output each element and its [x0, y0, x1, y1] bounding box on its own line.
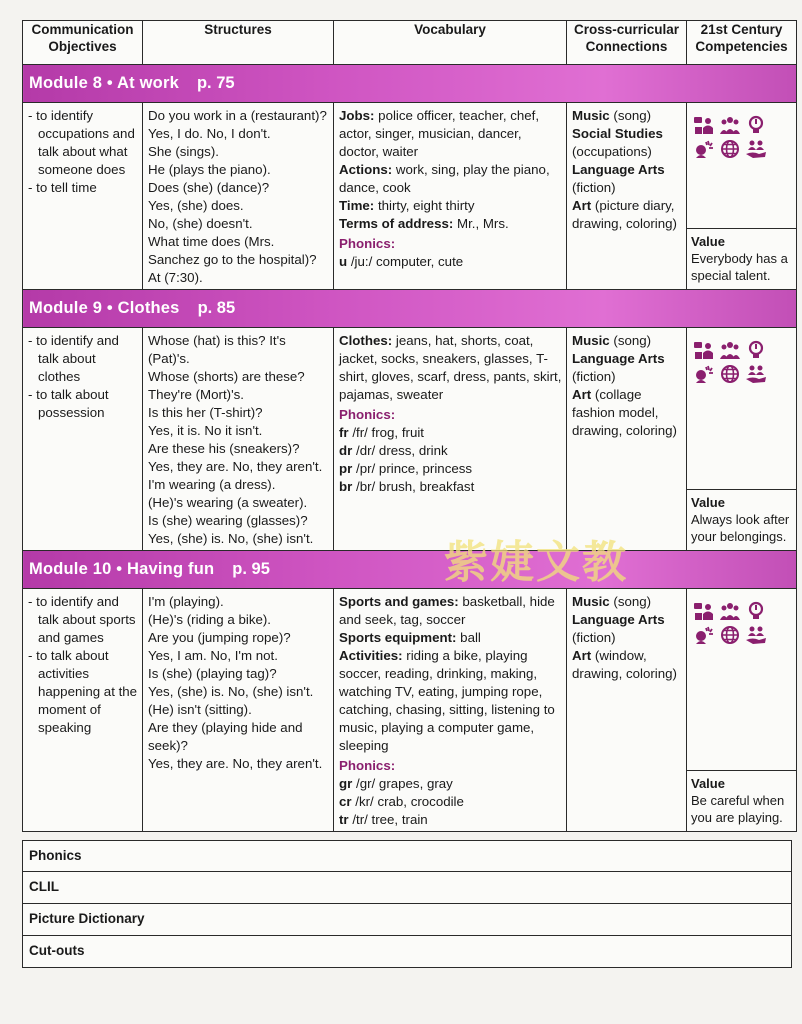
- objectives-cell: [23, 328, 143, 551]
- cross-label: Music: [572, 333, 610, 348]
- cross-label: Art: [572, 648, 592, 663]
- cross-entry: [572, 332, 682, 350]
- structure-line: Are you (jumping rope)?: [148, 630, 291, 645]
- structure-line: Does (she) (dance)?: [148, 180, 270, 195]
- cross-text: (collage fashion model, drawing, coloring): [572, 387, 677, 438]
- vocab-label: Activities:: [339, 648, 403, 663]
- vocab-entry: [339, 197, 562, 215]
- teacher-icon: [693, 601, 715, 621]
- structure-line: They're (Mort)'s.: [148, 387, 244, 402]
- module-title: Module 10 • Having fun: [29, 560, 215, 578]
- section-phonics: Phonics: [22, 840, 792, 872]
- value-title: Value: [691, 495, 725, 510]
- cross-entry: [572, 125, 682, 161]
- competency-icons: [687, 103, 796, 159]
- cross-text: (song): [613, 108, 652, 123]
- header-competencies: 21st Century Competencies: [687, 21, 797, 65]
- phonics-text: /pr/ prince, princess: [356, 461, 473, 476]
- value-title: Value: [691, 234, 725, 249]
- group-icon: [719, 340, 741, 360]
- structure-line: Whose (hat) is this? It's (Pat)'s.: [148, 333, 286, 366]
- creative-icon: [693, 625, 715, 645]
- phonics-heading: Phonics:: [339, 407, 396, 422]
- structure-line: He (plays the piano).: [148, 162, 271, 177]
- cross-text: (song): [613, 594, 652, 609]
- header-row: [23, 21, 797, 65]
- objective-item: - to identify occupations and talk about what someone does: [28, 107, 138, 179]
- structure-line: (He)'s wearing (a sweater).: [148, 495, 308, 510]
- cross-text: (fiction): [572, 630, 616, 645]
- phonics-heading: Phonics:: [339, 758, 396, 773]
- header-vocabulary: Vocabulary: [334, 21, 567, 65]
- cross-label: Social Studies: [572, 126, 663, 141]
- vocab-label: Sports equipment:: [339, 630, 457, 645]
- phonics-label: dr: [339, 443, 353, 458]
- teacher-icon: [693, 115, 715, 135]
- vocab-label: Time:: [339, 198, 375, 213]
- value-box: [687, 770, 796, 830]
- structure-line: At (7:30).: [148, 270, 203, 285]
- idea-icon: [745, 115, 767, 135]
- structure-line: Yes, they are. No, they aren't.: [148, 756, 323, 771]
- structures-cell: [143, 589, 334, 832]
- section-picture-dictionary: Picture Dictionary: [22, 904, 792, 936]
- phonics-text: /tr/ tree, train: [352, 812, 428, 827]
- cross-label: Music: [572, 108, 610, 123]
- phonics-label: u: [339, 254, 348, 269]
- cross-entry: [572, 593, 682, 611]
- structure-line: What time does (Mrs. Sanchez go to the hospital)?: [148, 234, 317, 267]
- phonics-entry: [339, 442, 562, 460]
- group-icon: [719, 115, 741, 135]
- care-icon: [745, 625, 767, 645]
- module-header-row: [23, 65, 797, 103]
- vocab-text: work, sing, play the piano, dance, cook: [339, 162, 550, 195]
- phonics-entry: [339, 460, 562, 478]
- vocabulary-cell: [334, 328, 567, 551]
- structure-line: Is (she) (playing tag)?: [148, 666, 277, 681]
- objective-item: - to identify and talk about clothes: [28, 332, 138, 386]
- structures-cell: [143, 103, 334, 290]
- vocabulary-cell: [334, 589, 567, 832]
- structure-line: Is this her (T-shirt)?: [148, 405, 263, 420]
- competency-icons: [687, 328, 796, 384]
- phonics-entry: [339, 253, 562, 271]
- structure-line: I'm (playing).: [148, 594, 224, 609]
- phonics-text: /gr/ grapes, gray: [356, 776, 453, 791]
- structure-line: Yes, it is. No it isn't.: [148, 423, 263, 438]
- phonics-entry: [339, 811, 562, 829]
- bottom-sections: [22, 840, 792, 968]
- cross-entry: [572, 107, 682, 125]
- phonics-label: fr: [339, 425, 349, 440]
- cross-text: (fiction): [572, 369, 616, 384]
- cross-text: (song): [613, 333, 652, 348]
- cross-label: Language Arts: [572, 612, 665, 627]
- cross-label: Art: [572, 198, 592, 213]
- vocab-label: Terms of address:: [339, 216, 454, 231]
- vocab-text: jeans, hat, shorts, coat, jacket, socks, sneakers, glasses, T-shirt, gloves, scarf, dress, pants, skirt, pajamas, sweater: [339, 333, 562, 402]
- phonics-text: /fr/ frog, fruit: [352, 425, 424, 440]
- structure-line: No, (she) doesn't.: [148, 216, 253, 231]
- structure-line: (He)'s (riding a bike).: [148, 612, 271, 627]
- vocab-label: Clothes:: [339, 333, 393, 348]
- cross-entry: [572, 386, 682, 440]
- creative-icon: [693, 364, 715, 384]
- objectives-list: [28, 107, 138, 197]
- phonics-entry: [339, 793, 562, 811]
- value-box: [687, 228, 796, 288]
- competencies-wrap: [687, 328, 796, 549]
- care-icon: [745, 139, 767, 159]
- value-text: Everybody has a special talent.: [691, 251, 788, 283]
- vocab-label: Jobs:: [339, 108, 375, 123]
- teacher-icon: [693, 340, 715, 360]
- module-page: p. 95: [232, 560, 270, 578]
- module-header: [23, 290, 797, 328]
- section-cut-outs: Cut-outs: [22, 936, 792, 968]
- structure-line: Yes, they are. No, they aren't.: [148, 459, 323, 474]
- vocab-entry: [339, 215, 562, 233]
- vocab-label: Actions:: [339, 162, 393, 177]
- phonics-entry: [339, 478, 562, 496]
- competencies-wrap: [687, 589, 796, 830]
- vocab-entry: [339, 332, 562, 404]
- cross-curricular-cell: [567, 589, 687, 832]
- module-header-row: [23, 551, 797, 589]
- competencies-cell: [687, 328, 797, 551]
- structure-line: Yes, (she) does.: [148, 198, 244, 213]
- cross-label: Music: [572, 594, 610, 609]
- structure-line: Yes, (she) is. No, (she) isn't.: [148, 684, 314, 699]
- idea-icon: [745, 340, 767, 360]
- structure-line: Yes, I am. No, I'm not.: [148, 648, 278, 663]
- objective-item: - to talk about possession: [28, 386, 138, 422]
- structure-line: Are they (playing hide and seek)?: [148, 720, 303, 753]
- vocab-entry: [339, 647, 562, 755]
- cross-text: (fiction): [572, 180, 616, 195]
- value-box: [687, 489, 796, 549]
- module-body-row: [23, 328, 797, 551]
- value-text: Always look after your belongings.: [691, 512, 790, 544]
- competencies-wrap: [687, 103, 796, 288]
- phonics-entry: [339, 424, 562, 442]
- header-objectives: Communication Objectives: [23, 21, 143, 65]
- vocab-text: riding a bike, playing soccer, reading, drinking, making, watching TV, eating, jumping rope, catching, chasing, sitting, listening to music, playing a computer game, sleeping: [339, 648, 555, 753]
- watermark: 紫婕文教: [444, 537, 628, 588]
- vocab-entry: [339, 629, 562, 647]
- cross-text: (window, drawing, coloring): [572, 648, 677, 681]
- globe-icon: [719, 364, 741, 384]
- vocab-label: Sports and games:: [339, 594, 459, 609]
- structure-line: Yes, (she) is. No, (she) isn't.: [148, 531, 314, 546]
- scope-table: [22, 20, 797, 832]
- cross-text: (picture diary, drawing, coloring): [572, 198, 677, 231]
- vocab-text: ball: [460, 630, 481, 645]
- phonics-text: /dr/ dress, drink: [356, 443, 448, 458]
- phonics-label: gr: [339, 776, 353, 791]
- phonics-label: cr: [339, 794, 352, 809]
- module-page: p. 75: [196, 74, 235, 92]
- structure-line: Do you work in a (restaurant)?: [148, 108, 327, 123]
- structure-line: Yes, I do. No, I don't.: [148, 126, 271, 141]
- value-title: Value: [691, 776, 725, 791]
- competencies-cell: [687, 103, 797, 290]
- cross-label: Art: [572, 387, 592, 402]
- value-text: Be careful when you are playing.: [691, 793, 785, 825]
- header-structures: Structures: [143, 21, 334, 65]
- structure-line: She (sings).: [148, 144, 219, 159]
- cross-text: (occupations): [572, 144, 652, 159]
- competencies-cell: [687, 589, 797, 832]
- cross-label: Language Arts: [572, 351, 665, 366]
- module-page: p. 85: [197, 299, 236, 317]
- structure-line: Is (she) wearing (glasses)?: [148, 513, 308, 528]
- module-body-row: [23, 103, 797, 290]
- phonics-label: br: [339, 479, 353, 494]
- vocabulary-cell: [334, 103, 567, 290]
- section-clil: CLIL: [22, 872, 792, 904]
- cross-curricular-cell: [567, 328, 687, 551]
- objectives-cell: [23, 589, 143, 832]
- phonics-entry: [339, 775, 562, 793]
- module-header: [23, 65, 797, 103]
- cross-curricular-cell: [567, 103, 687, 290]
- objective-item: - to identify and talk about sports and games: [28, 593, 138, 647]
- module-title: Module 8 • At work: [29, 74, 179, 92]
- creative-icon: [693, 139, 715, 159]
- vocab-entry: [339, 593, 562, 629]
- vocab-entry: [339, 107, 562, 161]
- phonics-label: tr: [339, 812, 349, 827]
- module-body-row: [23, 589, 797, 832]
- objectives-list: [28, 332, 138, 422]
- globe-icon: [719, 139, 741, 159]
- phonics-label: pr: [339, 461, 353, 476]
- vocab-text: Mr., Mrs.: [457, 216, 509, 231]
- vocab-text: thirty, eight thirty: [377, 198, 475, 213]
- structure-line: Are these his (sneakers)?: [148, 441, 300, 456]
- competency-icons: [687, 589, 796, 645]
- phonics-text: /ju:/ computer, cute: [350, 254, 464, 269]
- phonics-heading: Phonics:: [339, 236, 396, 251]
- phonics-text: /br/ brush, breakfast: [356, 479, 475, 494]
- cross-entry: [572, 611, 682, 647]
- globe-icon: [719, 625, 741, 645]
- structure-line: Whose (shorts) are these?: [148, 369, 305, 384]
- idea-icon: [745, 601, 767, 621]
- objectives-cell: [23, 103, 143, 290]
- vocab-text: basketball, hide and seek, tag, soccer: [339, 594, 555, 627]
- structure-line: I'm wearing (a dress).: [148, 477, 276, 492]
- header-cross-curricular: Cross-curricular Connections: [567, 21, 687, 65]
- structure-line: (He) isn't (sitting).: [148, 702, 252, 717]
- scope-and-sequence-page: [22, 20, 796, 968]
- module-header-row: [23, 290, 797, 328]
- phonics-text: /kr/ crab, crocodile: [355, 794, 464, 809]
- cross-entry: [572, 197, 682, 233]
- care-icon: [745, 364, 767, 384]
- vocab-text: police officer, teacher, chef, actor, singer, musician, dancer, doctor, waiter: [339, 108, 540, 159]
- vocab-entry: [339, 161, 562, 197]
- objective-item: - to talk about activities happening at the moment of speaking: [28, 647, 138, 737]
- structures-cell: [143, 328, 334, 551]
- cross-entry: [572, 161, 682, 197]
- cross-entry: [572, 647, 682, 683]
- objective-item: - to tell time: [28, 179, 138, 197]
- cross-entry: [572, 350, 682, 386]
- module-header: [23, 551, 797, 589]
- cross-label: Language Arts: [572, 162, 665, 177]
- module-title: Module 9 • Clothes: [29, 299, 180, 317]
- group-icon: [719, 601, 741, 621]
- objectives-list: [28, 593, 138, 737]
